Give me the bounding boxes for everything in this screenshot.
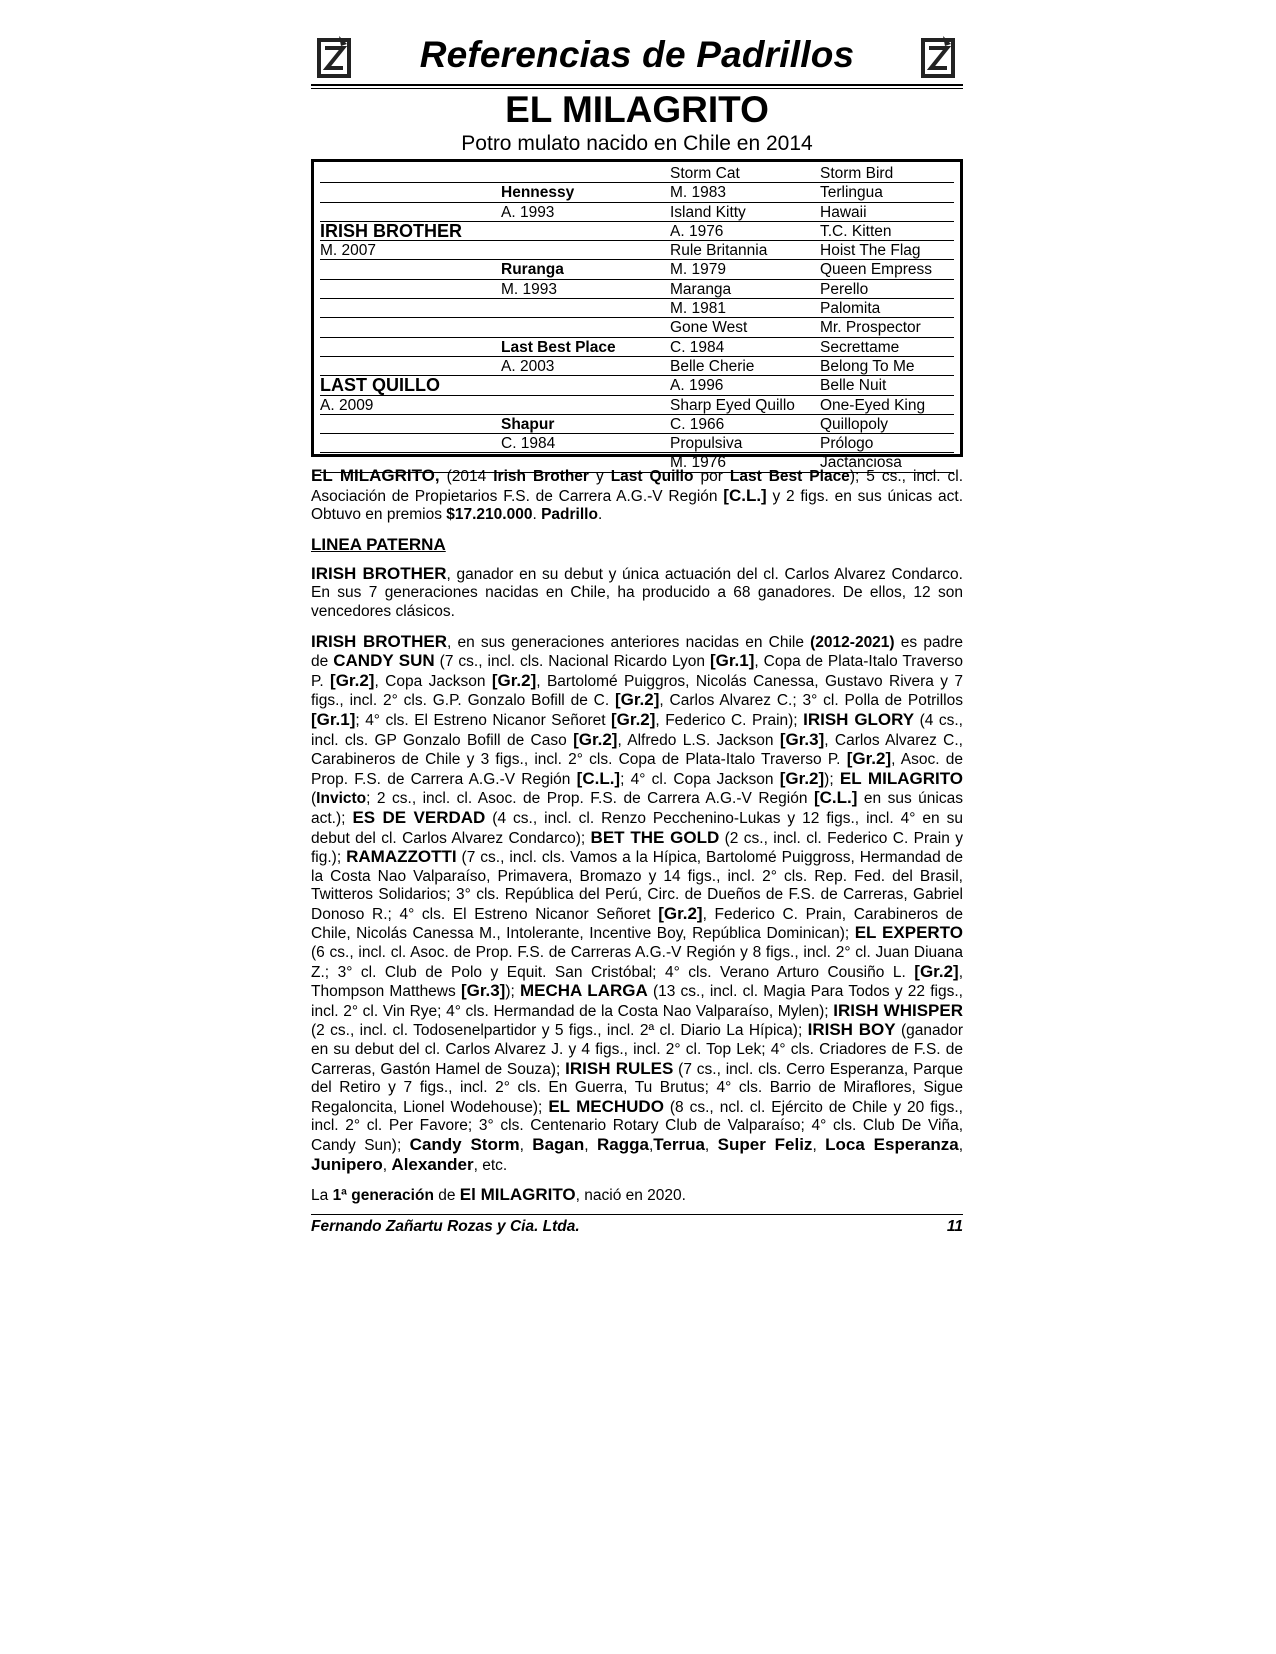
pedigree-cell [501,299,670,318]
pedigree-cell: Hoist The Flag [820,241,954,260]
pedigree-cell: Rule Britannia [670,241,820,260]
section-heading: LINEA PATERNA [311,534,446,554]
pedigree-cell: M. 1976 [670,453,820,472]
paternal-line [311,565,963,1206]
pedigree-cell: Quillopoly [820,415,954,434]
pedigree-cell: C. 1984 [670,338,820,357]
pedigree-cell [320,299,501,318]
intro-paragraph [311,467,963,525]
pedigree-cell: T.C. Kitten [820,222,954,241]
pedigree-cell [320,183,501,202]
pedigree-cell: Prólogo [820,434,954,453]
pedigree-cell: A. 2003 [501,357,670,376]
pedigree-cell [501,164,670,183]
pedigree-cell: Belong To Me [820,357,954,376]
horse-subtitle: Potro mulato nacido en Chile en 2014 [461,132,813,155]
pedigree-cell: Queen Empress [820,260,954,279]
pedigree-cell [320,260,501,279]
page-header [311,30,963,86]
pedigree-cell: Last Best Place [501,338,670,357]
pedigree-cell: M. 1981 [670,299,820,318]
pedigree-row [320,164,954,183]
pedigree-row [320,376,954,395]
page-number: 11 [946,1217,963,1235]
pedigree-cell: M. 1983 [670,183,820,202]
pedigree-cell: A. 1996 [670,376,820,395]
paragraph-sire-summary: IRISH BROTHER, ganador en su debut y única actuación del cl. Carlos Alvarez Condarco. En sus 7 generaciones nacidas en Chile, ha producido a 68 ganadores. De ellos, 12 son vencedores clásicos. [311,563,963,620]
pedigree-cell: Shapur [501,415,670,434]
pedigree-cell [501,396,670,415]
pedigree-cell: Propulsiva [670,434,820,453]
pedigree-row [320,203,954,222]
pedigree-cell [501,318,670,337]
pedigree-cell [320,203,501,222]
pedigree-table [311,159,963,472]
pedigree-cell: M. 2007 [320,241,501,260]
pedigree-cell: Storm Bird [820,164,954,183]
pedigree-cell: One-Eyed King [820,396,954,415]
header-rule-thin [311,88,963,89]
pedigree-row [320,280,954,299]
pedigree-cell: Sharp Eyed Quillo [670,396,820,415]
pedigree-row [320,241,954,260]
pedigree-cell: A. 1993 [501,203,670,222]
footer-company: Fernando Zañartu Rozas y Cia. Ltda. [311,1217,580,1235]
pedigree-row [320,396,954,415]
pedigree-cell [501,453,670,472]
document-page [311,30,963,1236]
pedigree-cell [320,338,501,357]
pedigree-cell: M. 1979 [670,260,820,279]
pedigree-cell: IRISH BROTHER [320,222,501,241]
pedigree-row [320,183,954,202]
pedigree-cell: Storm Cat [670,164,820,183]
pedigree-cell: Terlingua [820,183,954,202]
pedigree-cell: Belle Cherie [670,357,820,376]
pedigree-cell [320,357,501,376]
pedigree-row [320,434,954,453]
pedigree-cell: Hawaii [820,203,954,222]
paragraph-sire-progeny: IRISH BROTHER, en sus generaciones anteriores nacidas en Chile (2012-2021) es padre de CANDY SUN (7 cs., incl. cls. Nacional Ricardo Lyon [Gr.1], Copa de Plata-Italo Traverso P. [Gr.2], Copa Jackson [Gr.2], Bartolomé Puiggros, Nicolás Canessa, Gustavo Rivera y 7 figs., incl. 2° cls. G.P. Gonzalo Bofill de C. [Gr.2], Carlos Alvarez C.; 3° cl. Polla de Potrillos [Gr.1]; 4° cls. El Estreno Nicanor Señoret [Gr.2], Federico C. Prain); IRISH GLORY (4 cs., incl. cls. GP Gonzalo Bofill de Caso [Gr.2], Alfredo L.S. Jackson [Gr.3], Carlos Alvarez C., Carabineros de Chile y 3 figs., incl. 2° cls. Copa de Plata-Italo Traverso P. [Gr.2], Asoc. de Prop. F.S. de Carrera A.G.-V Región [C.L.]; 4° cl. Copa Jackson [Gr.2]); EL MILAGRITO (Invicto; 2 cs., incl. cl. Asoc. de Prop. F.S. de Carrera A.G.-V Región [C.L.] en sus únicas act.); ES DE VERDAD (4 cs., incl. cl. Renzo Pecchenino-Lukas y 12 figs., incl. 4° en su debut del cl. Carlos Alvarez Condarco); BET THE GOLD (2 cs., incl. cl. Federico C. Prain y fig.); RAMAZZOTTI (7 cs., incl. cls. Vamos a la Hípica, Bartolomé Puiggross, Hermandad de la Costa Nao Valparaíso, Primavera, Bromazo y 14 figs., incl. 2° cls. Rep. Fed. del Brasil, Twitteros Solidarios; 3° cls. República del Perú, Circ. de Dueños de F.S. de Carreras, Gabriel Donoso R.; 4° cls. El Estreno Nicanor Señoret [Gr.2], Federico C. Prain, Carabineros de Chile, Nicolás Canessa M., Intolerante, Incentive Boy, República Dominican); EL EXPERTO (6 cs., incl. cl. Asoc. de Prop. F.S. de Carreras A.G.-V Región y 8 figs., incl. 2° cl. Juan Diuana Z.; 3° cl. Club de Polo y Equit. San Cristóbal; 4° cls. Verano Arturo Cousiño L. [Gr.2], Thompson Matthews [Gr.3]); MECHA LARGA (13 cs., incl. cl. Magia Para Todos y 22 figs., incl. 2° cl. Vin Rye; 4° cls. Hermandad de la Costa Nao Valparaíso, Mylen); IRISH WHISPER (2 cs., incl. cl. Todosenelpartidor y 5 figs., incl. 2ª cl. Diario La Hípica); IRISH BOY (ganador en su debut del cl. Carlos Alvarez J. y 4 figs., incl. 2° cl. Top Lek; 4° cls. Criadores de F.S. de Carreras, Gastón Hamel de Souza); IRISH RULES (7 cs., incl. cls. Cerro Esperanza, Parque del Retiro y 7 figs., incl. 2° cls. En Guerra, Tu Brutus; 4° cls. Barrio de Miraflores, Sigue Regaloncita, Lionel Wodehouse); EL MECHUDO (8 cs., ncl. cl. Ejército de Chile y 20 figs., incl. 2° cl. Per Favore; 3° cls. Centenario Rotary Club de Valparaíso; 4° cls. Club De Viña, Candy Sun); Candy Storm, Bagan, Ragga,Terrua, Super Feliz, Loca Esperanza, Junipero, Alexander, etc. [311,631,964,1174]
intro-text: EL MILAGRITO, (2014 Irish Brother y Last Quillo por Last Best Place); 5 cs., incl. cl. Asociación de Propietarios F.S. de Carrera A.G.-V Región [C.L.] y 2 figs. en sus únicas act. Obtuvo en premios $17.210.000. Padrillo. [311,466,964,524]
header-rule [311,84,963,86]
pedigree-cell [501,241,670,260]
paragraph-first-generation: La 1ª generación de El MILAGRITO, nació en 2020. [311,1185,686,1205]
horse-name: EL MILAGRITO [505,89,769,130]
pedigree-cell [320,280,501,299]
pedigree-cell: Secrettame [820,338,954,357]
pedigree-cell [501,376,670,395]
logo-icon [917,34,961,82]
pedigree-row [320,357,954,376]
pedigree-cell: Hennessy [501,183,670,202]
pedigree-row [320,453,954,472]
pedigree-cell [320,434,501,453]
pedigree-cell: Ruranga [501,260,670,279]
pedigree-cell: Belle Nuit [820,376,954,395]
pedigree-cell: C. 1984 [501,434,670,453]
pedigree-row [320,415,954,434]
pedigree-cell: Jactanciosa [820,453,954,472]
pedigree-row [320,222,954,241]
pedigree-cell: M. 1993 [501,280,670,299]
pedigree-row [320,260,954,279]
pedigree-cell: Palomita [820,299,954,318]
header-title: Referencias de Padrillos [419,34,855,75]
pedigree-cell [320,453,501,472]
pedigree-cell: A. 2009 [320,396,501,415]
pedigree-cell: A. 1976 [670,222,820,241]
pedigree-cell: Mr. Prospector [820,318,954,337]
pedigree-row [320,338,954,357]
pedigree-cell: C. 1966 [670,415,820,434]
pedigree-row [320,318,954,337]
page-footer [311,1214,963,1236]
pedigree-cell: Gone West [670,318,820,337]
pedigree-row [320,299,954,318]
pedigree-cell: Island Kitty [670,203,820,222]
pedigree-cell: LAST QUILLO [320,376,501,395]
pedigree-cell [501,222,670,241]
pedigree-cell [320,318,501,337]
pedigree-cell: Maranga [670,280,820,299]
pedigree-cell [320,164,501,183]
pedigree-cell [320,415,501,434]
pedigree-cell: Perello [820,280,954,299]
